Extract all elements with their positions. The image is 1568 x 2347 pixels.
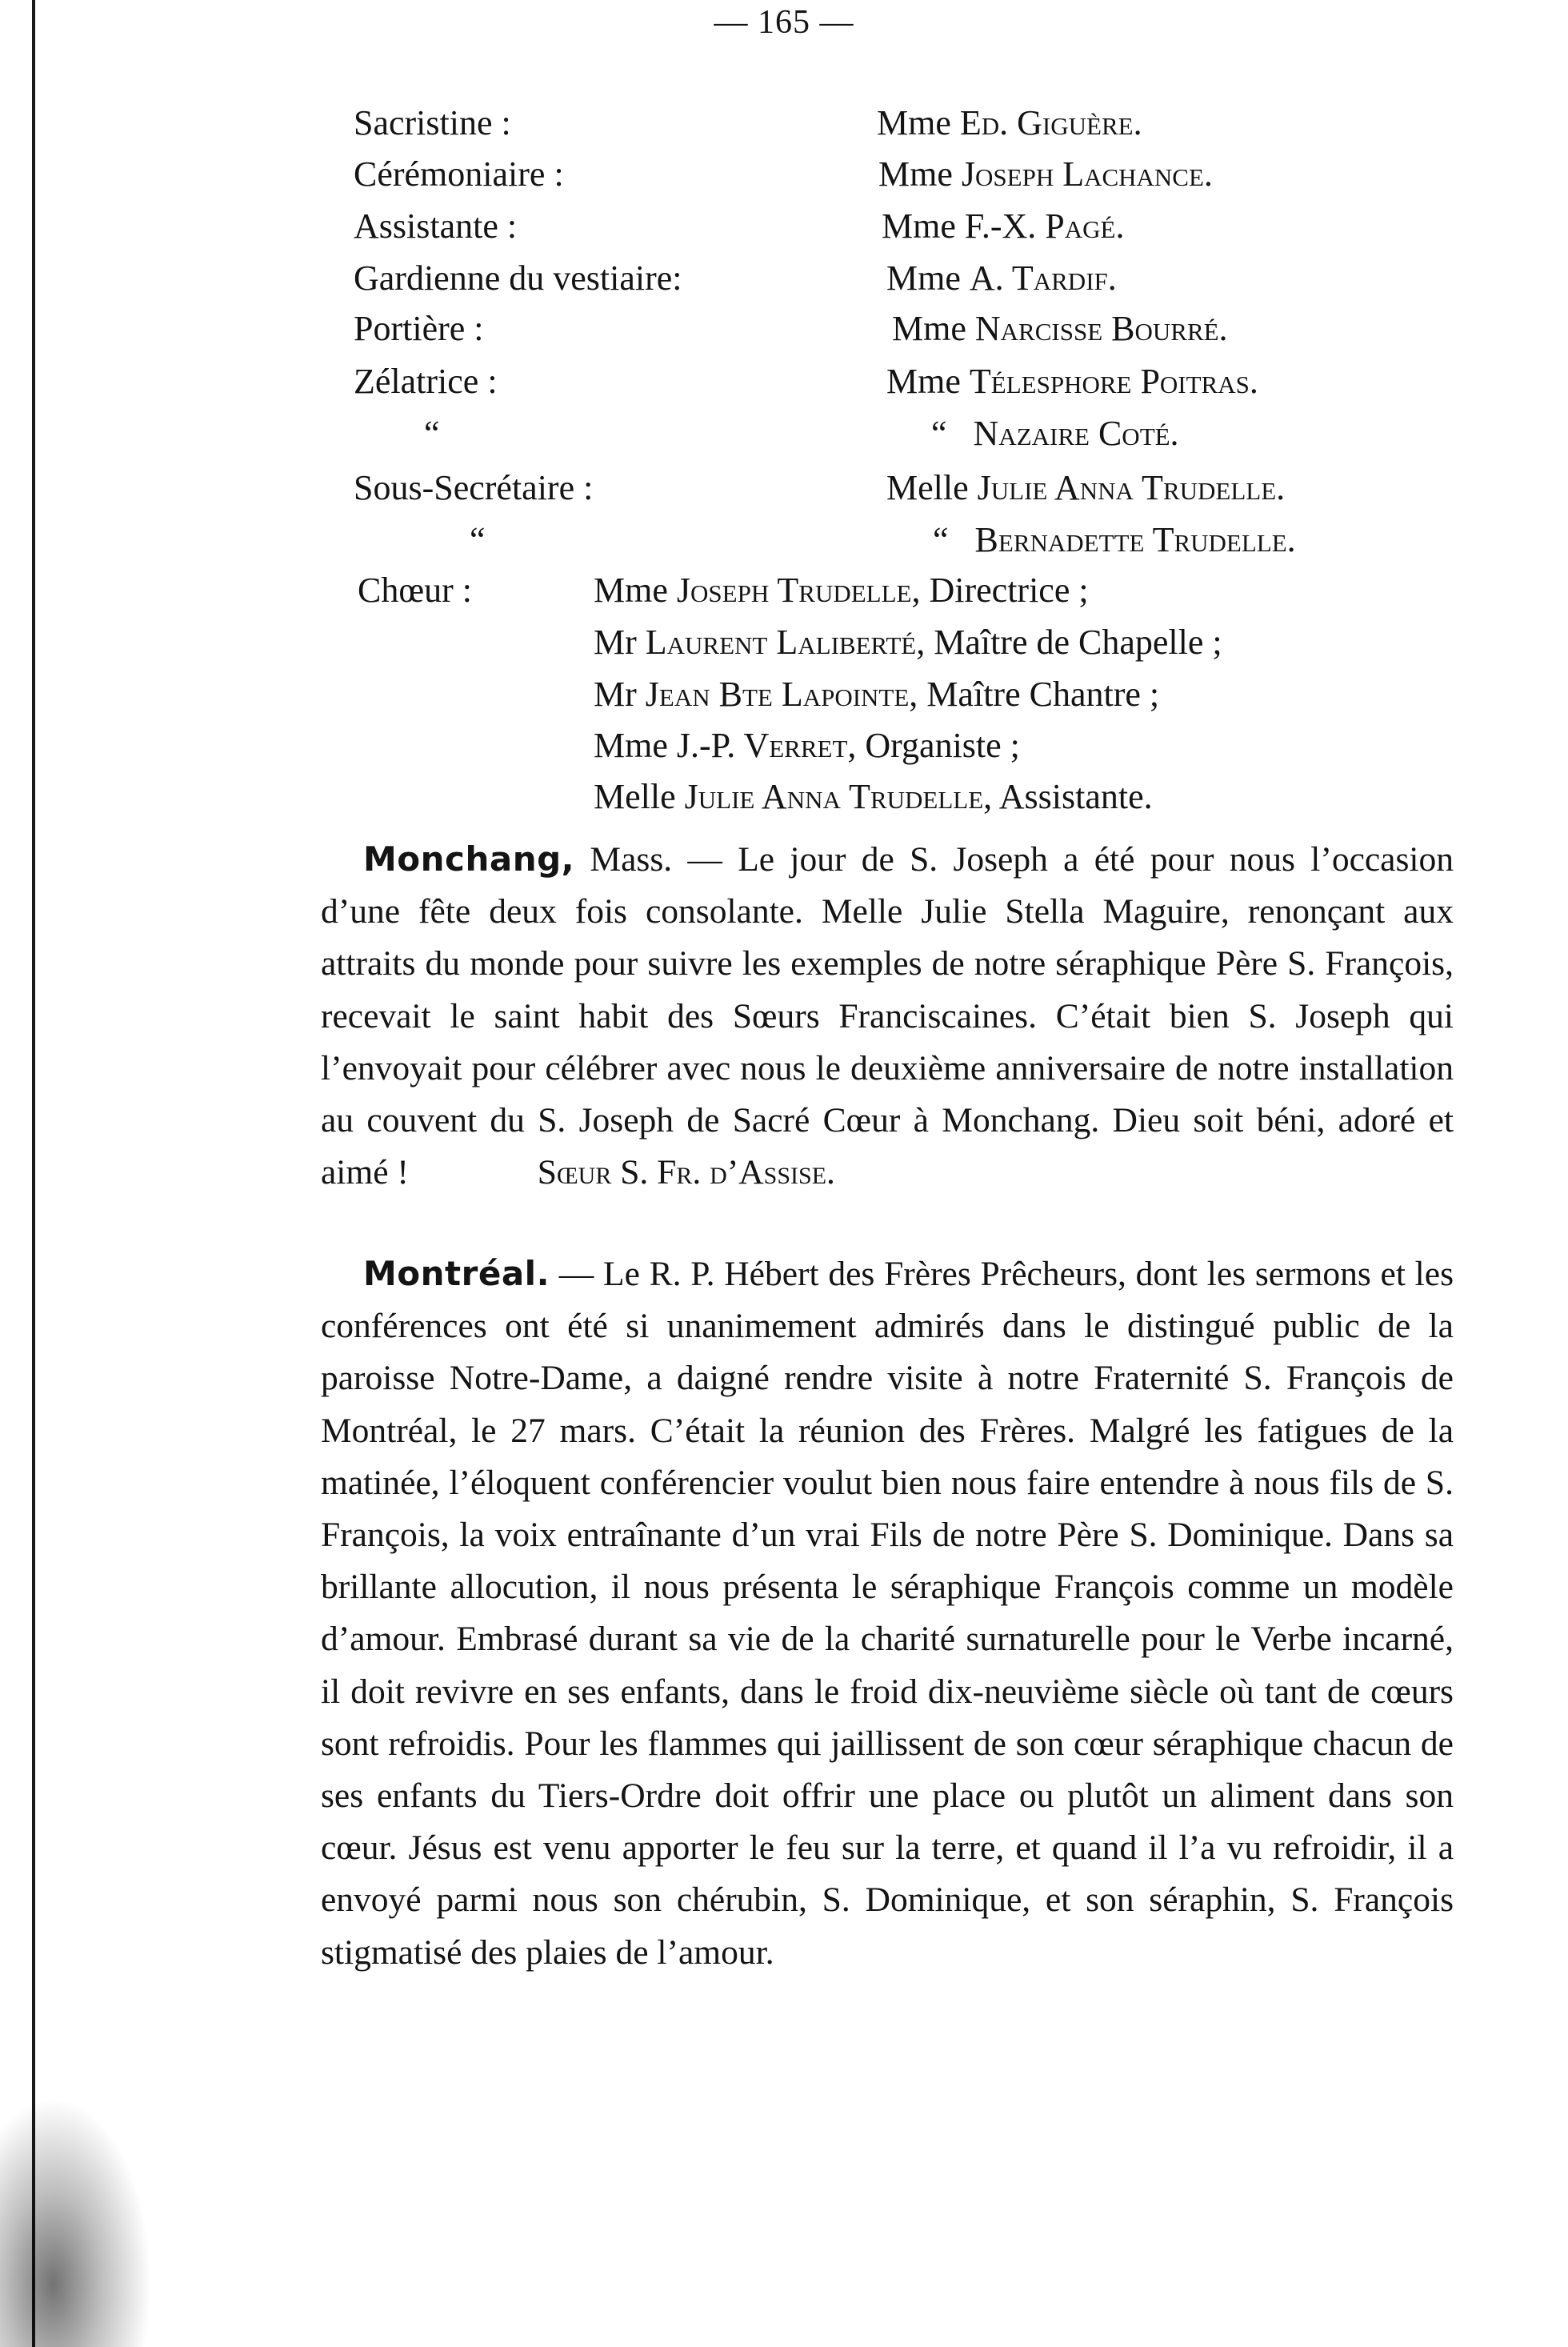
officer-name: F.-X. Pagé. [964, 206, 1125, 246]
officer-role: Zélatrice : [354, 362, 498, 401]
choir-member: Mme Joseph Trudelle, Directrice ; [594, 571, 1089, 610]
officer-role: Portière : [354, 309, 484, 348]
report-place: Monchang, [363, 839, 575, 879]
officer-role: Cérémoniaire : [354, 154, 564, 194]
report-signature: Sœur S. Fr. d’Assise. [537, 1153, 835, 1192]
officer-title: Mme [882, 206, 956, 246]
officer-entry [877, 97, 1142, 150]
choir-member: Mr Jean Bte Lapointe, Maître Chantre ; [594, 675, 1160, 714]
officer-name: Télesphore Poitras. [969, 362, 1258, 401]
report-monchang [321, 833, 1454, 1199]
choir-member: Melle Julie Anna Trudelle, Assistante. [594, 777, 1153, 816]
report-montreal [321, 1248, 1454, 1979]
officer-entry [886, 355, 1258, 408]
officer-role: Assistante : [354, 206, 518, 246]
page-number: — 165 — [714, 4, 854, 41]
officer-row [354, 407, 1506, 460]
ditto-mark: “ [470, 520, 486, 559]
officer-title: Melle [886, 468, 969, 507]
officer-role: Gardienne du vestiaire: [354, 258, 682, 298]
officer-row [354, 514, 1506, 567]
officer-name: Narcisse Bourré. [974, 309, 1228, 348]
officer-entry [933, 514, 1296, 567]
officer-name: Nazaire Coté. [973, 414, 1179, 453]
officer-entry [878, 148, 1213, 201]
officer-row [354, 252, 1506, 305]
officer-name: Bernadette Trudelle. [974, 520, 1296, 559]
choir-member: Mr Laurent Laliberté, Maître de Chapelle ; [594, 623, 1222, 662]
officer-name: Julie Anna Trudelle. [977, 468, 1286, 507]
officer-row [354, 97, 1506, 150]
choir-member: Mme J.-P. Verret, Organiste ; [594, 726, 1020, 765]
officer-entry [892, 302, 1228, 355]
officer-name: Ed. Giguère. [959, 103, 1142, 142]
officer-row [354, 200, 1506, 253]
report-place: Montréal. [363, 1254, 550, 1293]
officer-role: Sous-Secrétaire : [354, 468, 594, 507]
officer-row [354, 148, 1506, 201]
ditto-mark: “ [931, 414, 947, 453]
officer-row [354, 462, 1506, 515]
ditto-mark: “ [933, 520, 949, 559]
officer-title: Mme [877, 103, 951, 142]
binding-edge [32, 0, 35, 2347]
binding-shadow [0, 2097, 152, 2347]
officer-name: A. Tardif. [969, 258, 1117, 298]
officer-entry [886, 252, 1117, 305]
officer-role: Sacristine : [354, 103, 511, 142]
officer-row [354, 355, 1506, 408]
officer-title: Mme [878, 154, 953, 194]
officer-entry [886, 462, 1285, 515]
ditto-mark: “ [424, 414, 440, 453]
report-text: Mass. — Le jour de S. Joseph a été pour nous l’occasion d’une fête deux fois consolante. Melle Julie Stella Maguire, renonçant aux attraits du monde pour suivre les exemples de notre séraphique Père S. François, recevait le saint habit des Sœurs Franciscaines. C’était bien S. Joseph qui l’envoyait pour célébrer avec nous le deuxième anniversaire de notre installation au couvent du S. Joseph de Sacré Cœur à Monchang. Dieu soit béni, adoré et aimé ! [321, 840, 1454, 1192]
officer-title: Mme [886, 362, 961, 401]
officer-name: Joseph Lachance. [961, 154, 1213, 194]
report-text: — Le R. P. Hébert des Frères Prêcheurs, dont les sermons et les conférences ont été si unanimement admirés dans le distingué public de la paroisse Notre-Dame, a daigné rendre visite à notre Fraternité S. François de Montréal, le 27 mars. C’était la réunion des Frères. Malgré les fatigues de la matinée, l’éloquent conférencier voulut bien nous faire entendre à nous fils de S. François, la voix entraînante d’un vrai Fils de notre Père S. Dominique. Dans sa brillante allocution, il nous présenta le séraphique François comme un modèle d’amour. Embrasé durant sa vie de la charité surnaturelle pour le Verbe incarné, il doit revivre en ses enfants, dans le froid dix-neuvième siècle où tant de cœurs sont refroidis. Pour les flammes qui jaillissent de son cœur séraphique chacun de ses enfants du Tiers-Ordre doit offrir une place ou plutôt un aliment dans son cœur. Jésus est venu apporter le feu sur la terre, et quand il l’a vu refroidir, il a envoyé parmi nous son chérubin, S. Dominique, et son séraphin, S. François stigmatisé des plaies de l’amour. [321, 1255, 1454, 1972]
choir-label: Chœur : [358, 571, 472, 610]
officer-entry [882, 200, 1124, 253]
officer-entry [931, 407, 1179, 460]
officer-title: Mme [892, 309, 966, 348]
officer-title: Mme [886, 258, 961, 298]
officer-row [354, 302, 1506, 355]
